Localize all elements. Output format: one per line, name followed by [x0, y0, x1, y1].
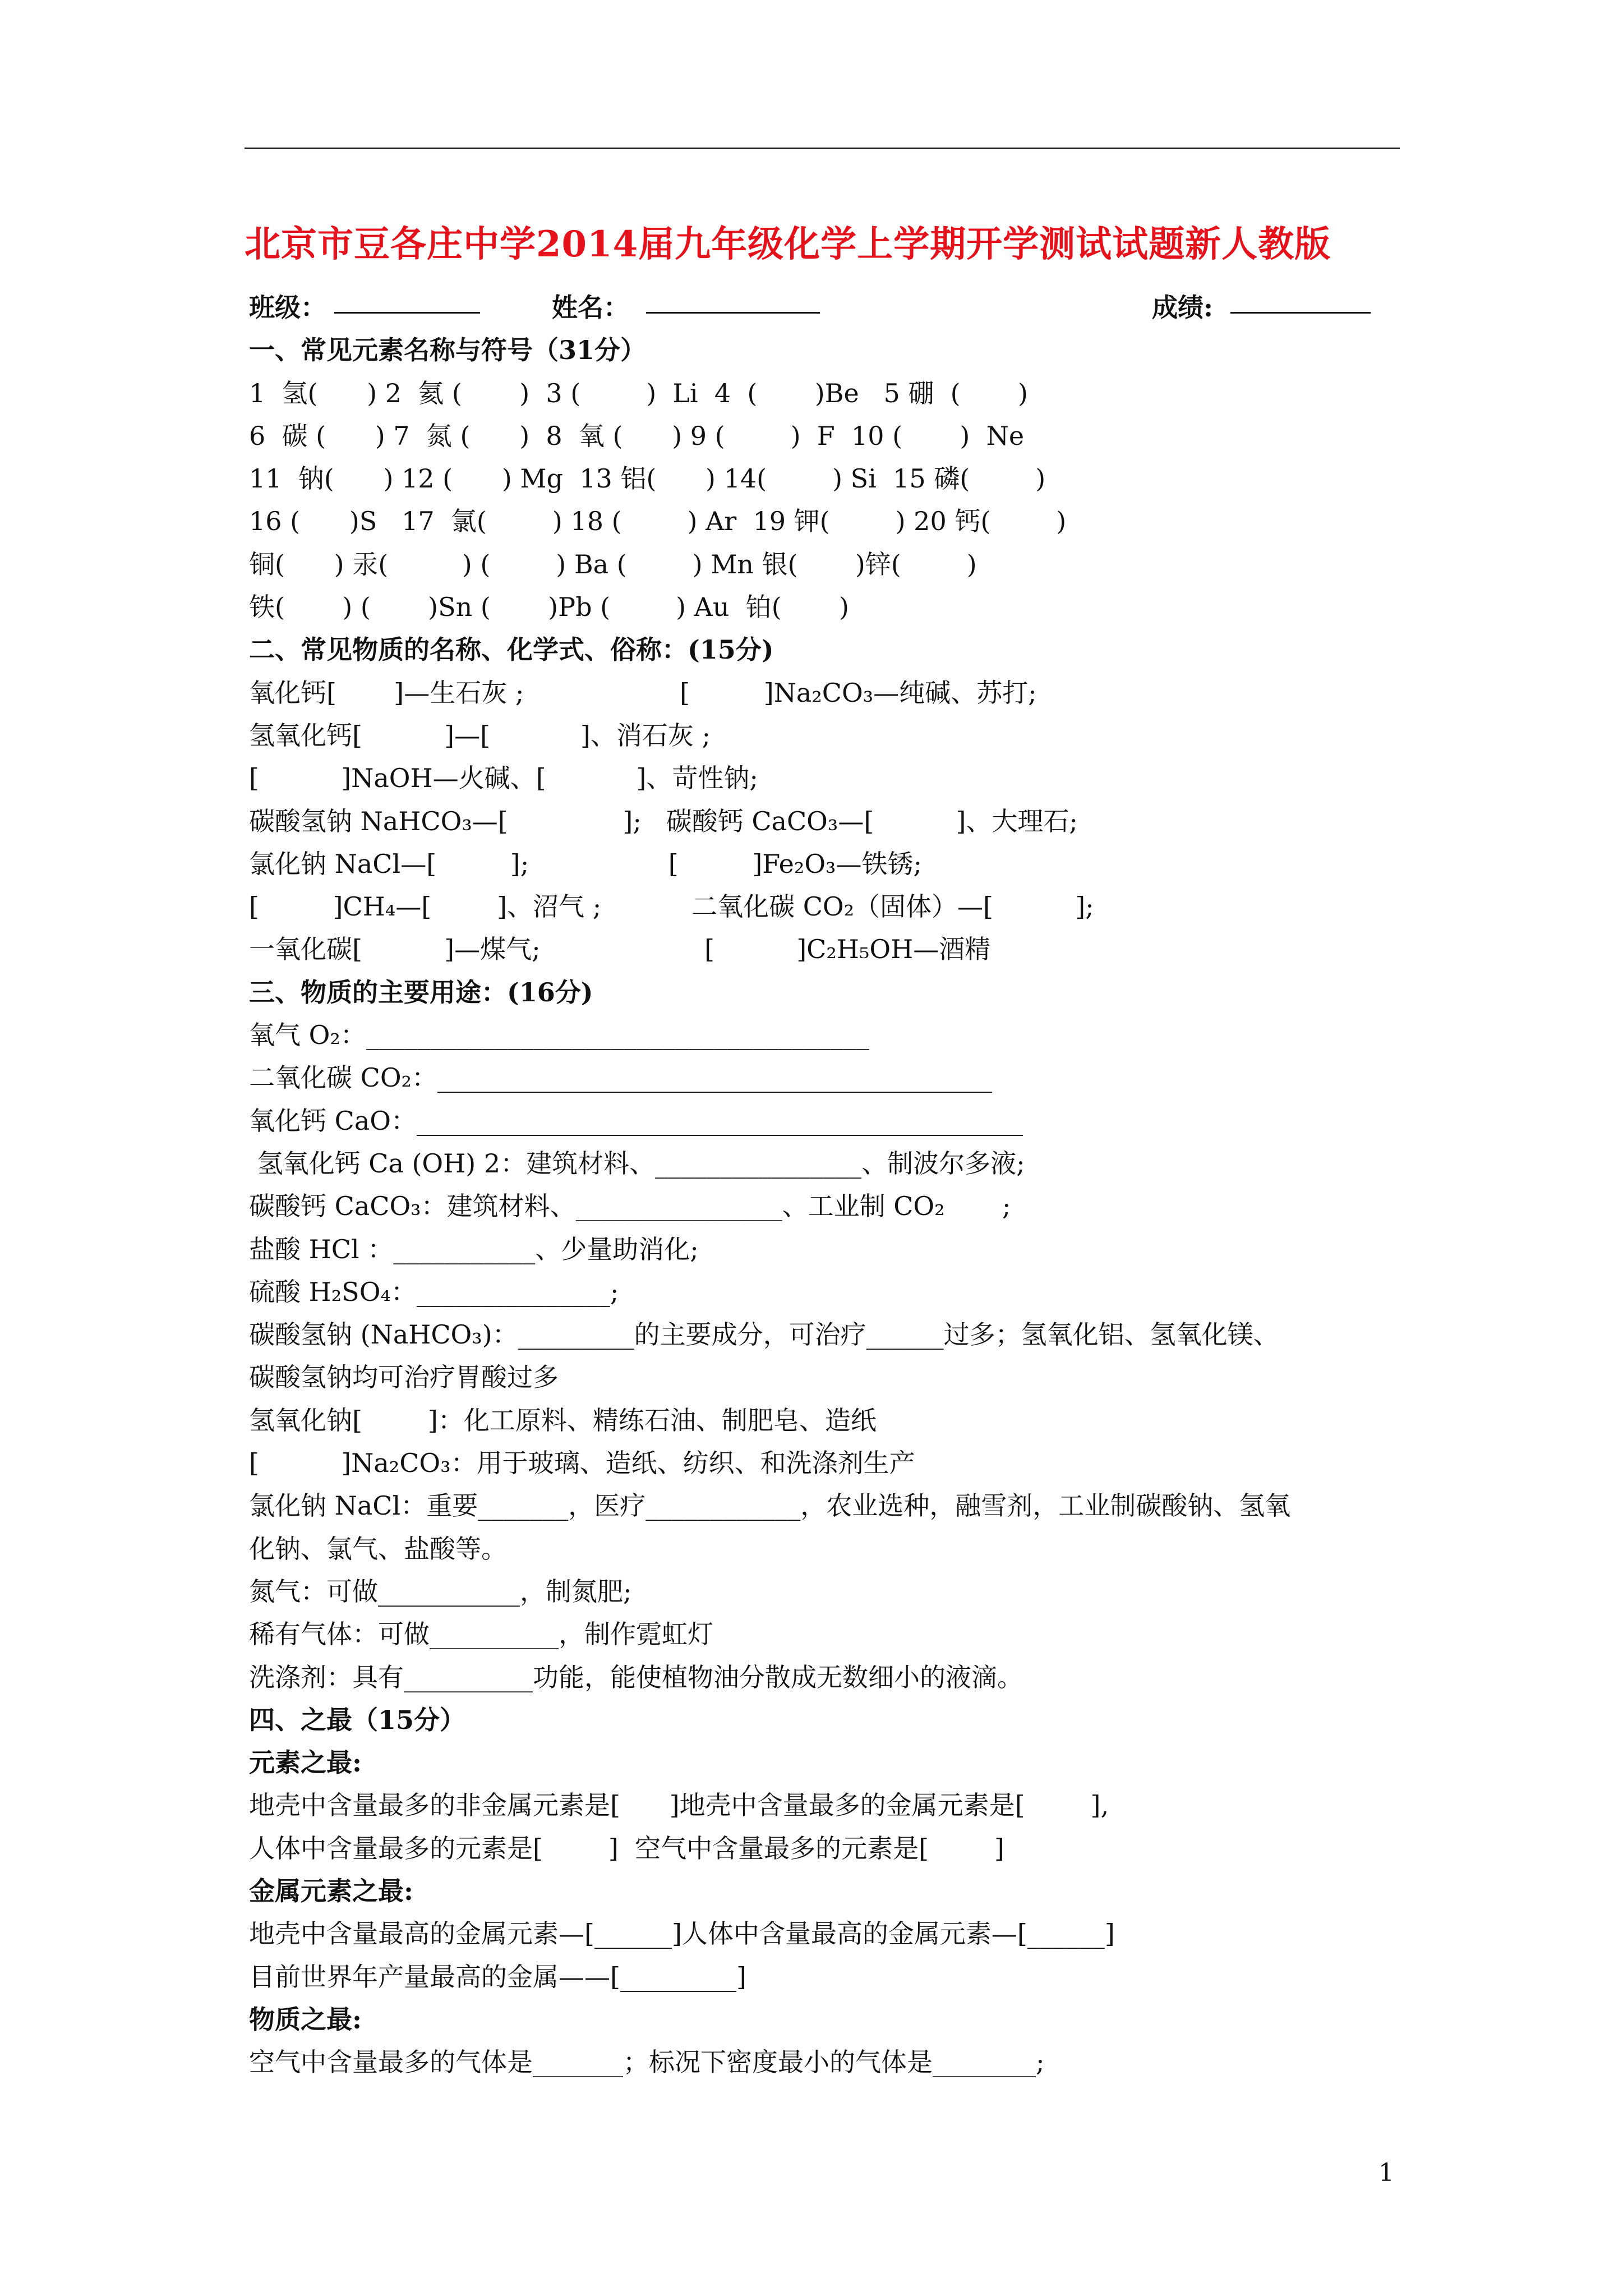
question-line: 16 ( )S 17 氯( ) 18 ( ) Ar 19 钾( ) 20 钙( ) [249, 506, 1067, 537]
score-label: 成绩: [1152, 292, 1213, 323]
question-line: 稀有气体：可做__________，制作霓虹灯 [249, 1619, 713, 1650]
question-line: 洗涤剂：具有__________功能，能使植物油分散成无数细小的液滴。 [249, 1662, 1023, 1692]
question-line: 二氧化碳 CO₂：___________________________________________ [249, 1062, 992, 1093]
page-title: 北京市豆各庄中学2014届九年级化学上学期开学测试试题新人教版 [245, 223, 1331, 265]
question-line: 氮气：可做___________，制氮肥; [249, 1576, 632, 1607]
exam-content [249, 286, 1393, 2083]
score-field[interactable] [1230, 312, 1371, 314]
name-label: 姓名： [552, 292, 629, 323]
question-line: 盐酸 HCl ：___________、少量助消化; [249, 1234, 699, 1264]
question-line: 11 钠( ) 12 ( ) Mg 13 铝( ) 14( ) Si 15 磷( ) [249, 463, 1046, 494]
question-line: 氢氧化钙 Ca (OH) 2：建筑材料、________________、制波尔多液; [249, 1148, 1025, 1179]
section-heading: 四、之最（15分） [249, 1704, 466, 1735]
question-line: 氧气 O₂：_______________________________________ [249, 1020, 869, 1051]
question-line: [ ]Na₂CO₃：用于玻璃、造纸、纺织、和洗涤剂生产 [249, 1448, 915, 1479]
question-line: 氯化钠 NaCl—[ ]; [ ]Fe₂O₃—铁锈; [249, 848, 922, 879]
question-line: 地壳中含量最高的金属元素—[______]人体中含量最高的金属元素—[______] [249, 1918, 1115, 1949]
name-field[interactable] [646, 312, 820, 314]
question-line: 铁( ) ( )Sn ( )Pb ( ) Au 铂( ) [249, 592, 849, 623]
question-line: 氯化钠 NaCl：重要_______，医疗____________，农业选种，融雪剂，工业制碳酸钠、氢氧 [249, 1490, 1291, 1521]
question-line: 硫酸 H₂SO₄：_______________; [249, 1276, 619, 1307]
question-line: 氢氧化钙[ ]—[ ]、消石灰 ; [249, 720, 711, 751]
class-label: 班级： [249, 292, 326, 323]
student-info-row [249, 286, 1393, 329]
question-line: 氧化钙[ ]—生石灰 ; [ ]Na₂CO₃—纯碱、苏打; [249, 677, 1037, 708]
question-line: [ ]CH₄—[ ]、沼气 ; 二氧化碳 CO₂（固体）—[ ]; [249, 891, 1094, 922]
question-line: 氢氧化钠[ ]：化工原料、精练石油、制肥皂、造纸 [249, 1405, 877, 1435]
section-heading: 金属元素之最: [249, 1875, 413, 1906]
question-line: 地壳中含量最多的非金属元素是[ ]地壳中含量最多的金属元素是[ ], [249, 1790, 1109, 1821]
question-line: 碳酸氢钠 NaHCO₃—[ ]; 碳酸钙 CaCO₃—[ ]、大理石; [249, 806, 1078, 836]
section-heading: 三、物质的主要用途：(16分) [249, 977, 593, 1007]
question-line: [ ]NaOH—火碱、[ ]、苛性钠; [249, 763, 758, 794]
question-line: 1 氢( ) 2 氦 ( ) 3 ( ) Li 4 ( )Be 5 硼 ( ) [249, 378, 1028, 408]
question-line: 碳酸氢钠 (NaHCO₃)：_________的主要成分，可治疗______过多；氢氧化铝、氢氧化镁、 [249, 1319, 1279, 1350]
question-line: 空气中含量最多的气体是_______；标况下密度最小的气体是________; [249, 2047, 1045, 2078]
question-line: 6 碳 ( ) 7 氮 ( ) 8 氧 ( ) 9 ( ) F 10 ( ) Ne [249, 420, 1025, 451]
section-heading: 元素之最: [249, 1747, 362, 1778]
question-lines [249, 329, 1393, 2083]
question-line: 化钠、氯气、盐酸等。 [249, 1533, 507, 1564]
question-line: 目前世界年产量最高的金属——[_________] [249, 1961, 746, 1992]
question-line: 氧化钙 CaO：_______________________________________________ [249, 1105, 1023, 1136]
question-line: 人体中含量最多的元素是[ ] 空气中含量最多的元素是[ ] [249, 1833, 1004, 1864]
page-number: 1 [1378, 2159, 1394, 2187]
question-line: 一氧化碳[ ]—煤气; [ ]C₂H₅OH—酒精 [249, 934, 991, 965]
section-heading: 物质之最: [249, 2004, 362, 2035]
question-line: 碳酸氢钠均可治疗胃酸过多 [249, 1362, 559, 1393]
question-line: 铜( ) 汞( ) ( ) Ba ( ) Mn 银( )锌( ) [249, 549, 977, 579]
question-line: 碳酸钙 CaCO₃：建筑材料、________________、工业制 CO₂ ; [249, 1191, 1011, 1222]
header-rule [245, 148, 1400, 149]
section-heading: 一、常见元素名称与符号（31分） [249, 335, 647, 366]
class-field[interactable] [334, 312, 480, 314]
section-heading: 二、常见物质的名称、化学式、俗称：(15分) [249, 634, 774, 665]
